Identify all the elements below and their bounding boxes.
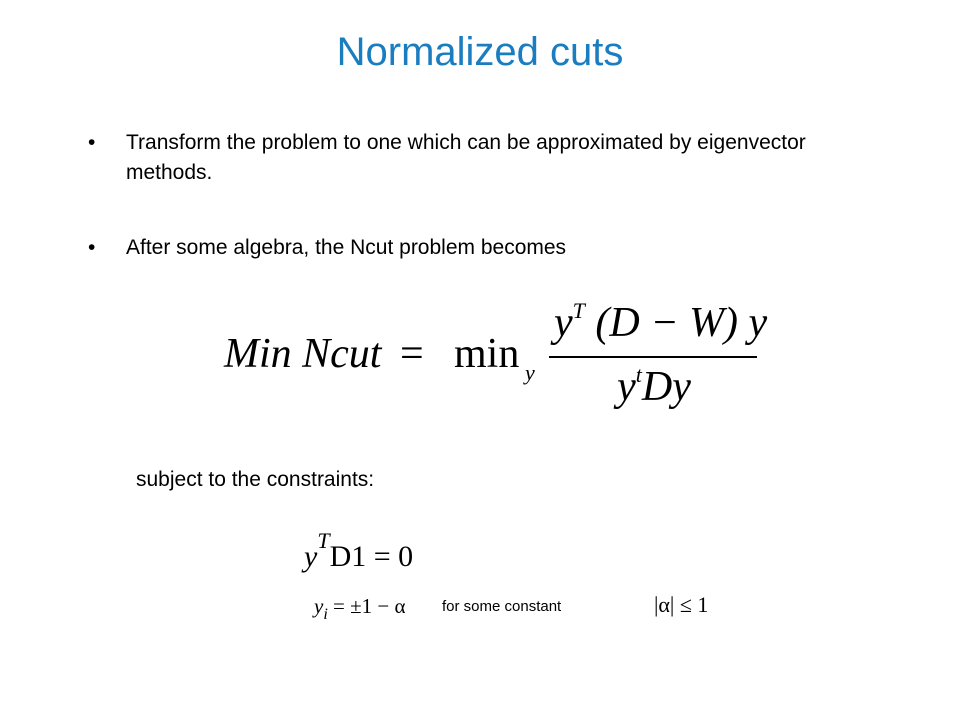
bullet-marker: • [88, 131, 96, 154]
numerator-y: y [554, 300, 573, 346]
constraint-1 [304, 528, 413, 574]
numerator-end: y [748, 300, 768, 346]
bullet-text: After some algebra, the Ncut problem becomes [126, 236, 567, 259]
constraint-note: for some constant [442, 598, 562, 615]
constraint-2 [314, 594, 406, 624]
min-operator: min [454, 331, 520, 377]
bullet-list [88, 128, 888, 308]
equals-sign: = [400, 331, 424, 377]
c1-superscript: T [317, 528, 330, 553]
denominator-y: y [617, 364, 636, 410]
c1-rest: D1 = 0 [329, 540, 414, 573]
c2-y: y [314, 594, 324, 618]
slide-title: Normalized cuts [336, 30, 624, 74]
fraction-denominator [554, 362, 754, 411]
min-subscript: y [525, 360, 535, 385]
subject-text: subject to the constraints: [136, 468, 375, 491]
bullet-item [88, 233, 888, 263]
numerator-superscript: T [572, 298, 585, 323]
fraction-bar [549, 356, 757, 358]
c2-rest: = ±1 − α [327, 594, 406, 618]
bullet-text: Transform the problem to one which can be approximated by eigenvector methods. [126, 131, 806, 184]
numerator-middle: (D − W) [584, 300, 749, 346]
fraction-numerator [554, 298, 768, 347]
denominator-superscript: t [635, 362, 642, 387]
equation-lhs: Min Ncut [224, 331, 382, 377]
constraint-3: |α| ≤ 1 [654, 592, 709, 617]
c2-subscript: i [323, 606, 328, 623]
bullet-item [88, 128, 888, 188]
c1-y: y [304, 540, 318, 573]
denominator-rest: Dy [641, 364, 691, 410]
bullet-marker: • [88, 236, 96, 259]
ncut-equation [224, 298, 784, 418]
